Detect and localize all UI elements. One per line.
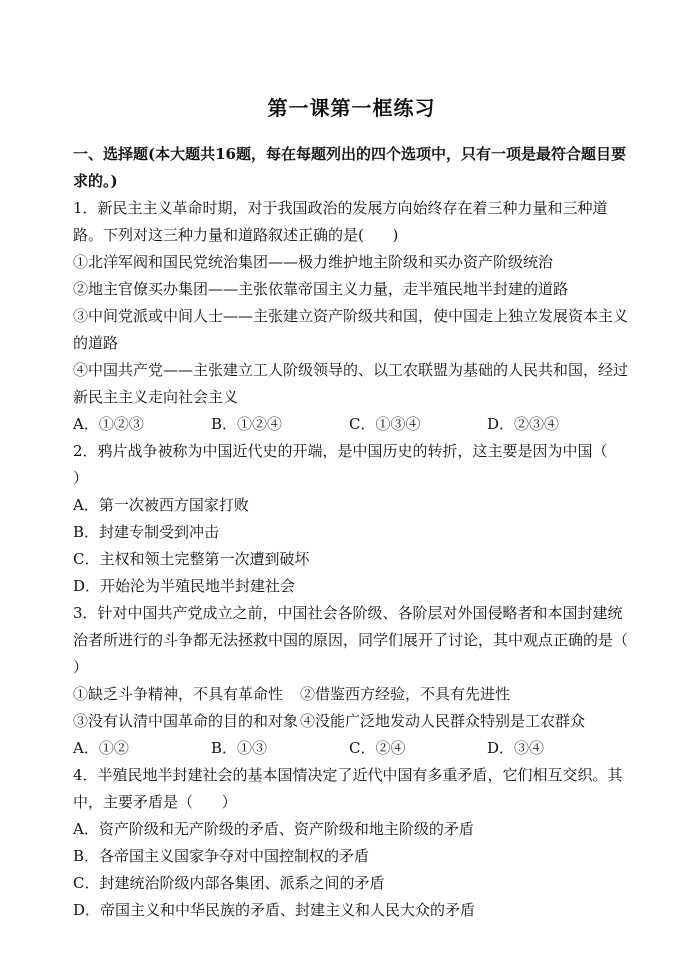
question-1-option-b[interactable]: B．①②④ — [211, 415, 283, 433]
question-3-option-a[interactable]: A．①② — [73, 739, 129, 757]
question-1-option-d[interactable]: D．②③④ — [487, 415, 560, 433]
question-2-option-c[interactable]: C．主权和领土完整第一次遭到破坏 — [73, 550, 310, 568]
question-1-stem: 1．新民主主义革命时期，对于我国政治的发展方向始终存在着三种力量和三种道路。下列对这三种力量和道路叙述正确的是( ) — [73, 199, 608, 244]
question-1-statement-4: ④中国共产党——主张建立工人阶级领导的、以工农联盟为基础的人民共和国，经过新民主主义走向社会主义 — [73, 361, 629, 406]
question-3-options — [73, 735, 630, 762]
question-4 — [73, 762, 630, 924]
question-1-options — [73, 411, 630, 438]
question-3-stem: 3．针对中国共产党成立之前，中国社会各阶级、各阶层对外国侵略者和本国封建统治者所进行的斗争都无法拯救中国的原因，同学们展开了讨论，其中观点正确的是（ ） — [73, 604, 657, 676]
question-3-statement-1: ①缺乏斗争精神，不具有革命性 — [73, 685, 284, 703]
question-1-option-c[interactable]: C．①③④ — [349, 415, 421, 433]
question-4-option-b[interactable]: B．各帝国主义国家争夺对中国控制权的矛盾 — [73, 847, 370, 865]
question-2-stem: 2．鸦片战争被称为中国近代史的开端，是中国历史的转折，这主要是因为中国（ ） — [73, 442, 637, 487]
question-4-option-c[interactable]: C．封建统治阶级内部各集团、派系之间的矛盾 — [73, 874, 385, 892]
question-1 — [73, 195, 630, 438]
question-1-option-a[interactable]: A．①②③ — [73, 415, 144, 433]
question-3-option-d[interactable]: D．③④ — [487, 739, 545, 757]
question-4-option-d[interactable]: D．帝国主义和中华民族的矛盾、封建主义和人民大众的矛盾 — [73, 901, 476, 919]
page-title: 第一课第一框练习 — [267, 96, 436, 120]
question-3-statements-row-1 — [73, 681, 630, 708]
question-2 — [73, 438, 637, 600]
question-2-option-d[interactable]: D．开始沦为半殖民地半封建社会 — [73, 577, 296, 595]
question-2-option-a[interactable]: A．第一次被西方国家打败 — [73, 496, 249, 514]
section-heading: 一、选择题(本大题共16题，每在每题列出的四个选项中，只有一项是最符合题目要求的。) — [73, 145, 626, 190]
question-1-statement-1: ①北洋军阀和国民党统治集团——极力维护地主阶级和买办资产阶级统治 — [73, 253, 554, 271]
question-4-option-a[interactable]: A．资产阶级和无产阶级的矛盾、资产阶级和地主阶级的矛盾 — [73, 820, 474, 838]
question-3-statements-row-2 — [73, 708, 630, 735]
question-3-option-b[interactable]: B．①③ — [211, 739, 268, 757]
question-3-statement-3: ③没有认清中国革命的目的和对象 — [73, 712, 299, 730]
question-3-statement-2: ②借鉴西方经验，不具有先进性 — [300, 685, 511, 703]
question-1-statement-2: ②地主官僚买办集团——主张依靠帝国主义力量，走半殖民地半封建的道路 — [73, 280, 569, 298]
question-3-option-c[interactable]: C．②④ — [349, 739, 406, 757]
question-3-statement-4: ④没能广泛地发动人民群众特别是工农群众 — [300, 712, 586, 730]
question-2-option-b[interactable]: B．封建专制受到冲击 — [73, 523, 220, 541]
question-1-statement-3: ③中间党派或中间人士——主张建立资产阶级共和国，使中国走上独立发展资本主义的道路 — [73, 307, 629, 352]
question-3 — [73, 600, 657, 762]
question-4-stem: 4．半殖民地半封建社会的基本国情决定了近代中国有多重矛盾，它们相互交织。其中，主要矛盾是（ ） — [73, 766, 623, 811]
